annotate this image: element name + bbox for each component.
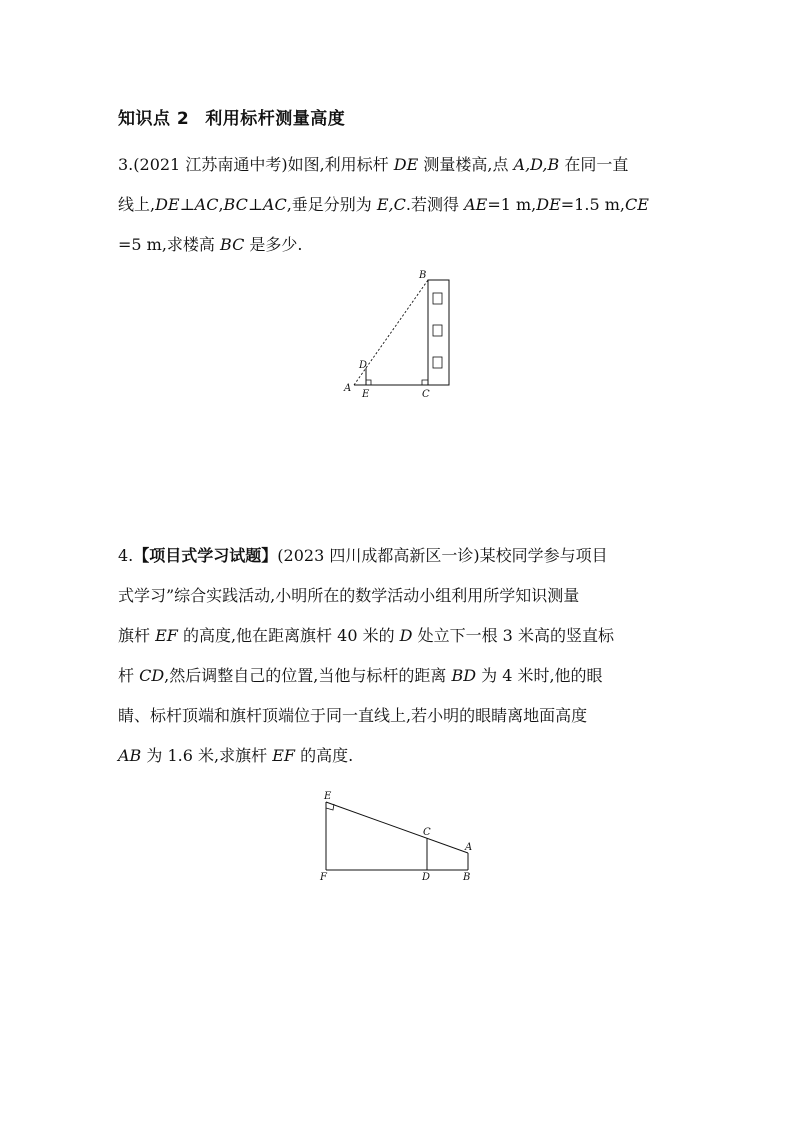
q4-var: CD xyxy=(139,666,165,685)
q4-text: 的高度. xyxy=(294,746,354,765)
section-label: 知识点 2 xyxy=(118,109,190,129)
q4-text: 某校同学参与项目 xyxy=(479,546,608,565)
label-a: A xyxy=(344,383,352,394)
q4-text: ,然后调整自己的位置,当他与标杆的距离 xyxy=(164,666,452,685)
q4-line-6 xyxy=(118,736,688,776)
building xyxy=(428,280,449,385)
q3-text: .若测得 xyxy=(405,195,465,214)
q3-var: BC xyxy=(220,235,245,254)
q3-var: E,C xyxy=(376,195,406,214)
q4-number: 4. xyxy=(118,546,134,565)
q4-text: 为 1.6 米,求旗杆 xyxy=(141,746,273,765)
q4-line-5 xyxy=(118,696,688,736)
q3-var: DE xyxy=(536,195,561,214)
q3-var: DE xyxy=(393,155,419,174)
q3-var: AC xyxy=(262,195,287,214)
q3-text: ,垂足分别为 xyxy=(286,195,377,214)
q3-text: 如图,利用标杆 xyxy=(287,155,394,174)
q3-var: AC xyxy=(194,195,219,214)
q3-figure xyxy=(340,268,460,400)
q3-line-2 xyxy=(118,185,678,225)
question-4 xyxy=(118,536,688,776)
q3-number: 3. xyxy=(118,155,134,174)
q3-text: =1 m, xyxy=(487,195,537,214)
q3-var: DE xyxy=(155,195,180,214)
q4-line-1 xyxy=(118,536,688,576)
q4-line-3 xyxy=(118,616,688,656)
question-3 xyxy=(118,145,678,265)
q3-var: BC xyxy=(223,195,248,214)
q3-var: A,D,B xyxy=(513,155,560,174)
q4-text: 为 4 米时,他的眼 xyxy=(476,666,603,685)
q4-text: 杆 xyxy=(118,666,140,685)
q4-line-2 xyxy=(118,576,688,616)
q3-text: 测量楼高,点 xyxy=(418,155,514,174)
q4-tag: 【项目式学习试题】 xyxy=(133,546,278,565)
q3-perp-symbol: ⊥ xyxy=(247,195,263,214)
q3-source: (2021 江苏南通中考) xyxy=(133,155,288,174)
sight-line xyxy=(326,802,468,853)
q3-line-3 xyxy=(118,225,678,265)
q4-var: EF xyxy=(155,626,178,645)
label-e: E xyxy=(324,791,332,802)
q3-var: AE xyxy=(464,195,488,214)
label-d: D xyxy=(422,872,431,883)
q4-source: (2023 四川成都高新区一诊) xyxy=(277,546,480,565)
q4-text: 处立下一根 3 米高的竖直标 xyxy=(412,626,614,645)
q3-text: 线上, xyxy=(118,195,156,214)
q4-figure xyxy=(316,788,486,884)
q3-text: =1.5 m, xyxy=(560,195,625,214)
label-a: A xyxy=(465,842,473,853)
q4-text: 式学习”综合实践活动,小明所在的数学活动小组利用所学知识测量 xyxy=(118,586,580,605)
section-heading xyxy=(118,104,345,129)
label-d: D xyxy=(359,360,368,371)
label-f: F xyxy=(320,872,327,883)
building-window xyxy=(433,293,442,304)
label-b: B xyxy=(463,872,471,883)
q4-var: D xyxy=(399,626,413,645)
building-window xyxy=(433,357,442,368)
q3-line-1 xyxy=(118,145,678,185)
right-angle-c xyxy=(422,380,428,385)
label-c: C xyxy=(422,389,430,400)
label-c: C xyxy=(423,827,431,838)
section-title: 利用标杆测量高度 xyxy=(205,109,346,129)
q4-text: 旗杆 xyxy=(118,626,156,645)
building-window xyxy=(433,325,442,336)
label-e: E xyxy=(362,389,370,400)
label-b: B xyxy=(419,270,427,281)
q3-text: , xyxy=(218,195,224,214)
q3-text: =5 m,求楼高 xyxy=(118,235,221,254)
q4-var: BD xyxy=(451,666,477,685)
q4-text: 的高度,他在距离旗杆 40 米的 xyxy=(177,626,400,645)
q4-var: AB xyxy=(118,746,142,765)
right-angle-e xyxy=(366,380,371,385)
q3-text: 是多少. xyxy=(244,235,303,254)
q4-line-4 xyxy=(118,656,688,696)
q3-perp-symbol: ⊥ xyxy=(179,195,195,214)
q3-var: CE xyxy=(624,195,649,214)
q4-var: EF xyxy=(272,746,295,765)
q3-text: 在同一直 xyxy=(559,155,629,174)
q4-text: 睛、标杆顶端和旗杆顶端位于同一直线上,若小明的眼睛离地面高度 xyxy=(118,706,588,725)
